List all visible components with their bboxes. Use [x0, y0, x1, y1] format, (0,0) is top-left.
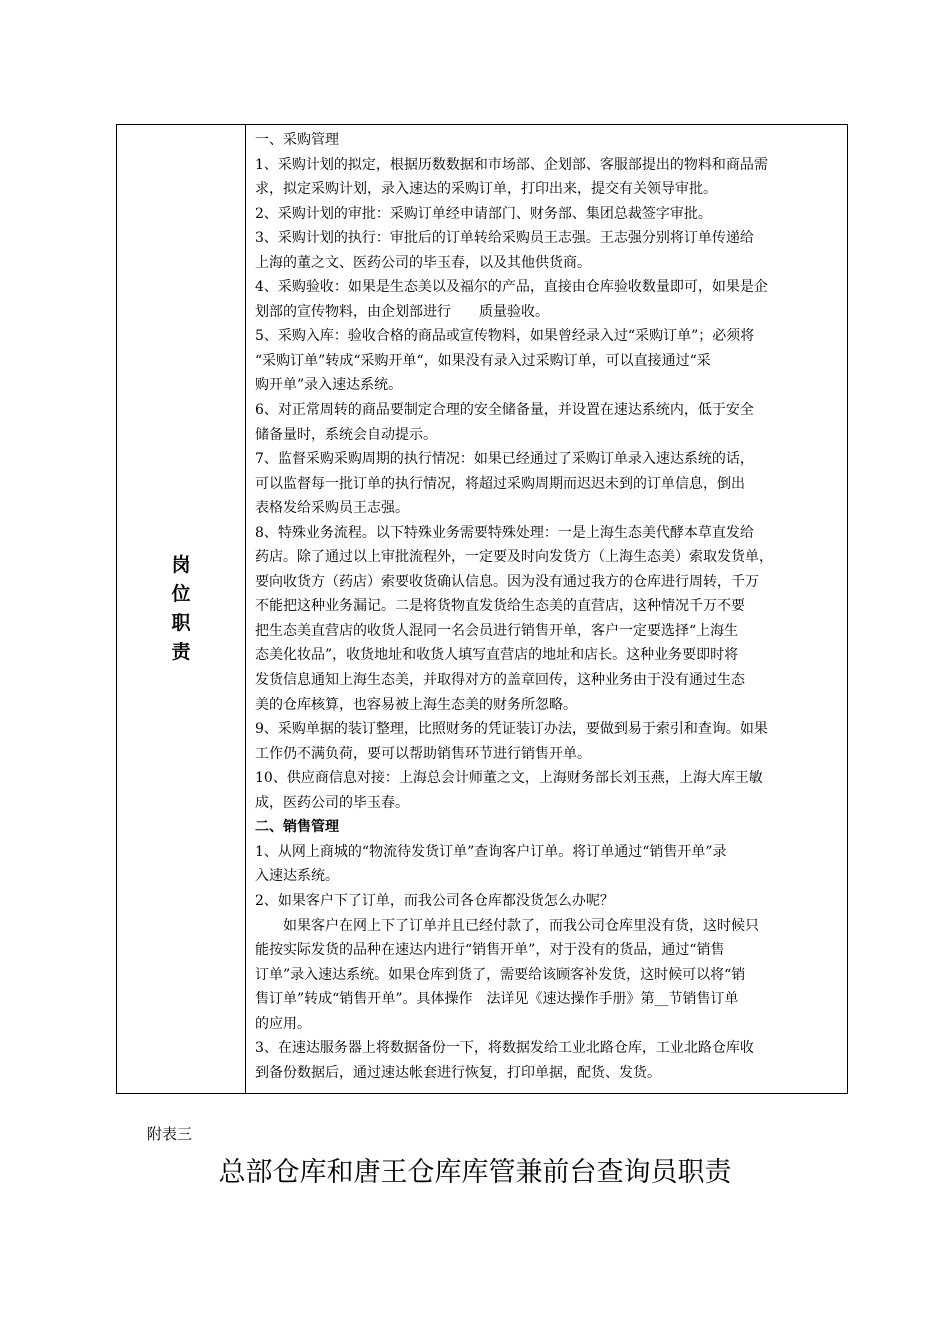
content-line: 可以监督每一批订单的执行情况，将超过采购周期而迟迟未到的订单信息，倒出: [255, 475, 745, 492]
content-line: “采购订单”转成“采购开单“，如果没有录入过采购订单，可以直接通过“采: [255, 352, 711, 369]
content-line: 美的仓库核算，也容易被上海生态美的财务所忽略。: [255, 696, 577, 713]
content-line: 4、采购验收：如果是生态美以及福尔的产品，直接由仓库验收数量即可，如果是企: [255, 279, 768, 296]
row-label: 岗位职责: [171, 554, 191, 663]
content-line: 把生态美直营店的收货人混同一名会员进行销售开单，客户一定要选择“上海生: [255, 622, 739, 639]
content-line: 划部的宣传物料，由企划部进行 质量验收。: [255, 303, 549, 320]
content-line: 药店。除了通过以上审批流程外，一定要及时向发货方（上海生态美）索取发货单，: [255, 549, 773, 566]
content-line: 工作仍不满负荷，要可以帮助销售环节进行销售开单。: [255, 745, 591, 762]
content-line: 的应用。: [255, 1015, 311, 1032]
content-line: 10、供应商信息对接：上海总会计师董之文，上海财务部长刘玉燕，上海大库王敏: [255, 770, 763, 787]
content-line: 2、如果客户下了订单，而我公司各仓库都没货怎么办呢？: [255, 892, 614, 909]
content-line: 7、监督采购采购周期的执行情况：如果已经通过了采购订单录入速达系统的话，: [255, 451, 754, 468]
content-cell: [246, 125, 847, 1093]
document-title: 总部仓库和唐王仓库库管兼前台查询员职责: [218, 1157, 732, 1188]
content-line: 9、采购单据的装订整理，比照财务的凭证装订办法，要做到易于索引和查询。如果: [255, 721, 768, 738]
content-line: 8、特殊业务流程。以下特殊业务需要特殊处理：一是上海生态美代酵本草直发给: [255, 524, 754, 541]
content-line: 不能把这种业务漏记。二是将货物直发货给生态美的直营店，这种情况千万不要: [255, 598, 745, 615]
content-line: 一、采购管理: [255, 132, 339, 148]
duties-table: [116, 124, 848, 1094]
content-line: 要向收货方（药店）索要收货确认信息。因为没有通过我方的仓库进行周转，千万: [255, 573, 759, 590]
content-line: 求，拟定采购计划，录入速达的采购订单，打印出来，提交有关领导审批。: [255, 181, 717, 198]
content-line: 1、从网上商城的“物流待发货订单”查询客户订单。将订单通过“销售开单”录: [255, 843, 727, 860]
content-line: 上海的董之文、医药公司的毕玉春，以及其他供货商。: [255, 254, 591, 271]
content-line: 3、在速达服务器上将数据备份一下，将数据发给工业北路仓库，工业北路仓库收: [255, 1040, 754, 1057]
content-line: 1、采购计划的拟定，根据历数数据和市场部、企划部、客服部提出的物料和商品需: [255, 156, 768, 173]
content-line: 购开单”录入速达系统。: [255, 377, 403, 394]
content-line: 3、采购计划的执行：审批后的订单转给采购员王志强。王志强分别将订单传递给: [255, 230, 754, 247]
content-line: 2、采购计划的审批：采购订单经申请部门、财务部、集团总裁签字审批。: [255, 205, 712, 222]
content-line: 表格发给采购员王志强。: [255, 500, 409, 517]
content-line: 订单”录入速达系统。如果仓库到货了，需要给该顾客补发货，这时候可以将“销: [255, 966, 746, 983]
section-heading: 二、销售管理: [255, 819, 339, 836]
content-line: 能按实际发货的品种在速达内进行“销售开单”，对于没有的货品，通过“销售: [255, 942, 725, 959]
content-line: 售订单”转成“销售开单”。具体操作 法详见《速达操作手册》第__节销售订单: [255, 991, 739, 1008]
appendix-label: 附表三: [147, 1125, 193, 1143]
content-line: 态美化妆品”，收货地址和收货人填写直营店的地址和店长。这种业务要即时将: [255, 647, 739, 664]
content-line: 到备份数据后，通过速达帐套进行恢复，打印单据，配货、发货。: [255, 1064, 661, 1081]
label-cell: [117, 125, 246, 1093]
content-line: 5、采购入库：验收合格的商品或宣传物料，如果曾经录入过“采购订单”；必须将: [255, 328, 755, 345]
content-line: 如果客户在网上下了订单并且已经付款了，而我公司仓库里没有货，这时候只: [255, 917, 759, 934]
content-line: 发货信息通知上海生态美，并取得对方的盖章回传，这种业务由于没有通过生态: [255, 672, 745, 689]
content-line: 储备量时，系统会自动提示。: [255, 426, 437, 443]
content-line: 入速达系统。: [255, 868, 339, 885]
content-line: 成，医药公司的毕玉春。: [255, 794, 409, 811]
content-line: 6、对正常周转的商品要制定合理的安全储备量，并设置在速达系统内，低于安全: [255, 402, 754, 419]
